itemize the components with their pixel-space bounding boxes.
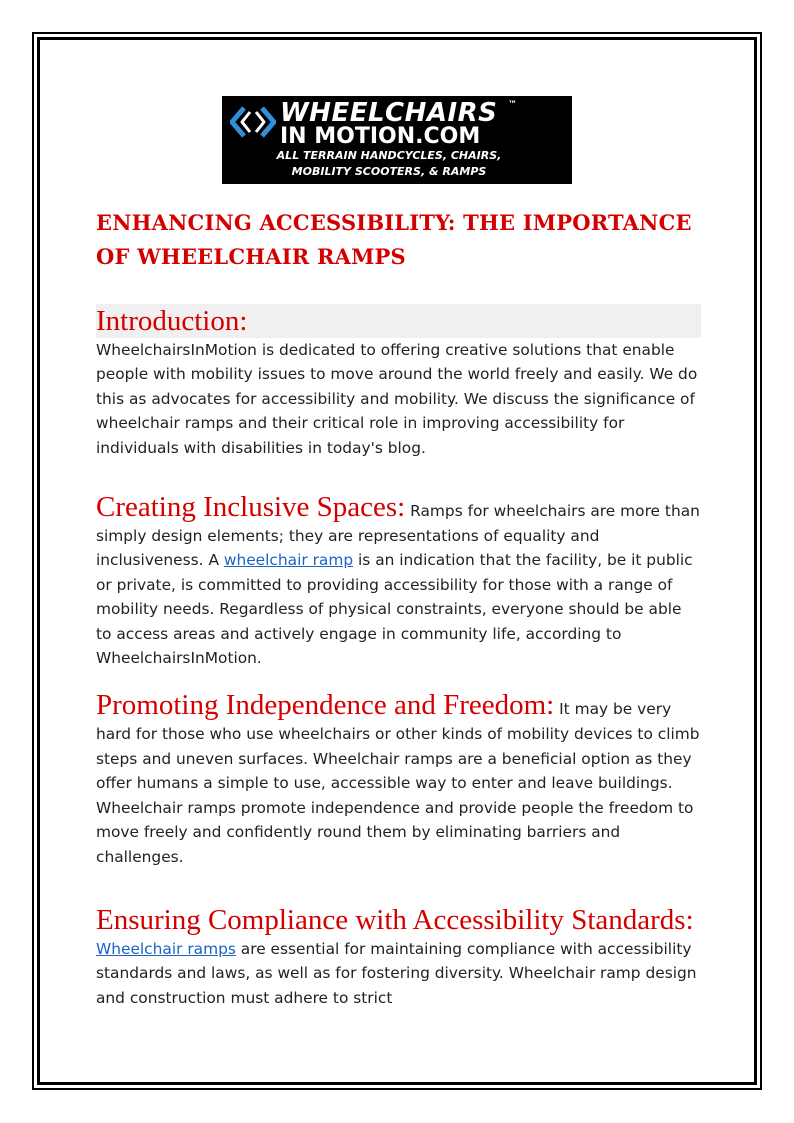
article-body [96, 206, 701, 1010]
logo-tagline-2: MOBILITY SCOOTERS, & RAMPS [291, 165, 487, 178]
independence-section [96, 688, 701, 868]
compliance-paragraph [96, 937, 701, 1010]
compliance-heading: Ensuring Compliance with Accessibility Standards: [96, 903, 694, 936]
compliance-section [96, 903, 701, 1010]
wheelchair-brand-icon [230, 102, 276, 142]
wheelchair-ramps-link[interactable]: Wheelchair ramps [96, 939, 236, 958]
independence-text: It may be very hard for those who use wheelchairs or other kinds of mobility devices to climb steps and uneven surfaces. Wheelchair ramps are a beneficial option as they offer humans a simple to use, accessible way to enter and leave buildings. Wheelchair ramps promote independence and provide people the freedom to move freely and confidently round them by eliminating barriers and challenges. [96, 700, 700, 866]
inclusive-text-b: is an indication that the facility, be it public or private, is committed to providing accessibility for those with a range of mobility needs. Regardless of physical constraints, everyone should be able to access areas and actively engage in community life, according to WheelchairsInMotion. [96, 551, 693, 668]
inclusive-paragraph [96, 490, 701, 670]
inclusive-heading: Creating Inclusive Spaces: [96, 491, 406, 524]
logo-text-primary: WHEELCHAIRS [280, 98, 498, 128]
intro-paragraph: WheelchairsInMotion is dedicated to offering creative solutions that enable people with mobility issues to move around the world freely and easily. We do this as advocates for accessibility and mobility. We discuss the significance of wheelchair ramps and their critical role in improving accessibility for individuals with disabilities in today's blog. [96, 341, 698, 457]
compliance-text: are essential for maintaining compliance with accessibility standards and laws, as well as for fostering diversity. Wheelchair ramp design and construction must adhere to strict [96, 939, 697, 1007]
intro-heading: Introduction: [96, 305, 248, 337]
page-title: ENHANCING ACCESSIBILITY: THE IMPORTANCE OF WHEELCHAIR RAMPS [96, 210, 692, 269]
logo-trademark: ™ [508, 100, 517, 110]
independence-heading: Promoting Independence and Freedom: [96, 689, 555, 722]
logo-text-secondary: IN MOTION.COM [280, 124, 481, 149]
inclusive-text-a: Ramps for wheelchairs are more than simply design elements; they are representations of equality and inclusiveness. A [96, 502, 700, 570]
independence-paragraph [96, 688, 701, 868]
intro-section [96, 304, 701, 460]
brand-logo [222, 96, 572, 184]
wheelchair-ramp-link[interactable]: wheelchair ramp [223, 551, 354, 570]
logo-tagline-1: ALL TERRAIN HANDCYCLES, CHAIRS, [276, 149, 502, 162]
inclusive-section [96, 490, 701, 670]
